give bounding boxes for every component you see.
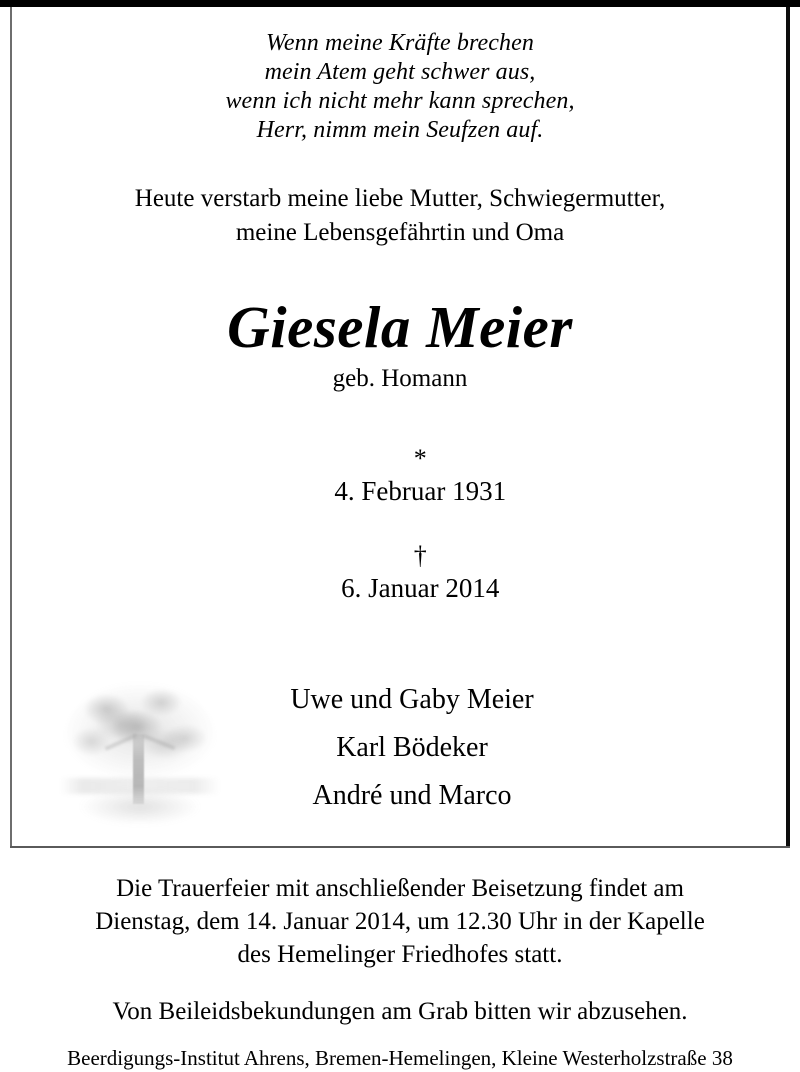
announcement-line-2: meine Lebensgefährtin und Oma bbox=[235, 219, 565, 246]
condolence-request: Von Beileidsbekundungen am Grab bitten wir abzusehen. bbox=[112, 998, 688, 1025]
announcement-text bbox=[12, 182, 788, 250]
arrangements-line-1: Die Trauerfeier mit anschließender Beisetzung findet am bbox=[116, 875, 684, 902]
verse-line-4: Herr, nimm mein Seufzen auf. bbox=[256, 117, 544, 143]
birth-date: 4. Februar 1931 bbox=[334, 476, 507, 506]
verse-line-2: mein Atem geht schwer aus, bbox=[264, 59, 536, 85]
verse-line-3: wenn ich nicht mehr kann sprechen, bbox=[225, 88, 575, 114]
death-symbol-icon: † bbox=[413, 541, 427, 570]
announcement-line-1: Heute verstarb meine liebe Mutter, Schwiegermutter, bbox=[134, 185, 666, 212]
arrangements-line-2: Dienstag, dem 14. Januar 2014, um 12.30 Uhr in der Kapelle bbox=[95, 908, 705, 935]
arrangements-line-3: des Hemelinger Friedhofes statt. bbox=[237, 941, 563, 968]
notice-content bbox=[12, 7, 788, 1070]
memorial-verse bbox=[12, 29, 788, 145]
death-date: 6. Januar 2014 bbox=[341, 573, 500, 603]
funeral-arrangements bbox=[12, 872, 788, 971]
deceased-maiden-name: geb. Homann bbox=[332, 365, 468, 392]
deceased-name: Giesela Meier bbox=[227, 294, 573, 360]
life-dates bbox=[12, 410, 788, 636]
verse-line-1: Wenn meine Kräfte brechen bbox=[266, 30, 534, 56]
survivor-line-3: André und Marco bbox=[312, 780, 512, 811]
birth-symbol-icon: * bbox=[413, 444, 427, 473]
survivors-section bbox=[12, 676, 788, 844]
funeral-home-credit: Beerdigungs-Institut Ahrens, Bremen-Hemelingen, Kleine Westerholzstraße 38 bbox=[67, 1046, 733, 1070]
top-border-rule bbox=[0, 0, 800, 7]
survivor-line-2: Karl Bödeker bbox=[336, 732, 488, 763]
survivor-line-1: Uwe und Gaby Meier bbox=[290, 684, 534, 715]
survivors-list bbox=[162, 676, 662, 820]
